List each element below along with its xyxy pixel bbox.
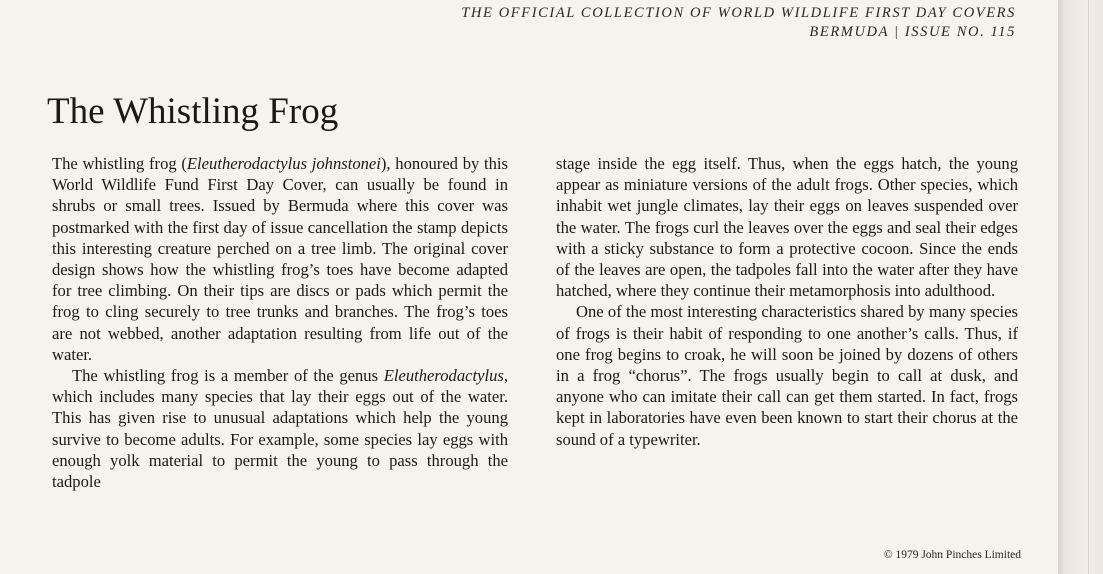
paragraph-2: The whistling frog is a member of the genus Eleutherodactylus, which includes many species that lay their eggs out of the water. This has given rise to unusual adaptations which help the young survive to become adults. For example, some species lay eggs with enough yolk material to permit the young to pass through the tadpole	[52, 366, 508, 492]
paragraph-2-overflow: stage inside the egg itself. Thus, when the eggs hatch, the young appear as miniature versions of the adult frogs. Other species, which inhabit wet jungle climates, lay their eggs on leaves suspended over the water. The frogs curl the leaves over the eggs and seal their edges with a sticky substance to form a protective cocoon. Since the ends of the leaves are open, the tadpoles fall into the water after they have hatched, where they continue their metamorphosis into adulthood.	[556, 154, 1018, 301]
collection-header	[461, 4, 1016, 42]
article-column-right	[556, 153, 1018, 450]
page-title: The Whistling Frog	[47, 91, 339, 132]
species-name: Eleutherodactylus johnstonei	[186, 154, 381, 173]
article-column-left	[52, 153, 508, 492]
card-edge	[1058, 0, 1103, 574]
paragraph-1: The whistling frog (Eleutherodactylus johnstonei), honoured by this World Wildlife Fund First Day Cover, can usually be found in shrubs or small trees. Issued by Bermuda where this cover was postmarked with the first day of issue cancellation the stamp depicts this interesting creature perched on a tree limb. The original cover design shows how the whistling frog’s toes have become adapted for tree climbing. On their tips are discs or pads which permit the frog to cling securely to tree trunks and branches. The frog’s toes are not webbed, another adaptation resulting from life out of the water.	[52, 154, 508, 364]
header-line-2: BERMUDA | ISSUE NO. 115	[809, 24, 1016, 40]
header-line-1: THE OFFICIAL COLLECTION OF WORLD WILDLIFE FIRST DAY COVERS	[461, 5, 1016, 21]
genus-name: Eleutherodactylus	[383, 366, 504, 386]
fold-line	[1088, 0, 1089, 574]
paragraph-3: One of the most interesting characteristics shared by many species of frogs is their habit of responding to one another’s calls. Thus, if one frog begins to croak, he will soon be joined by dozens of others in a frog “chorus”. The frogs usually begin to call at dusk, and anyone who can imitate their call can get them started. In fact, frogs kept in laboratories have even been known to start their chorus at the sound of a typewriter.	[556, 302, 1018, 449]
copyright-notice: © 1979 John Pinches Limited	[883, 549, 1021, 561]
paragraph-2-continued: , which includes many species that lay their eggs out of the water. This has given rise to unusual adaptations which help the young survive to become adults. For example, some species lay eggs with enough yolk material to permit the young to pass through the tadpole	[52, 366, 508, 492]
